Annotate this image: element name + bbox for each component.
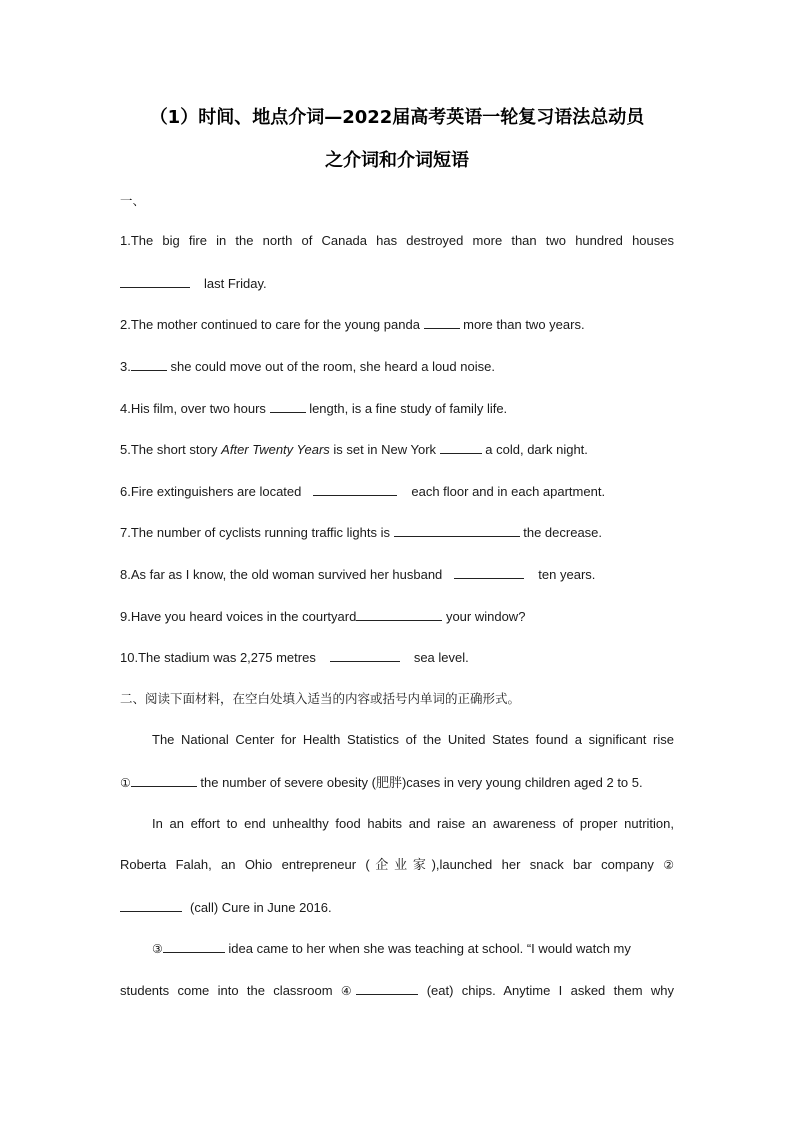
passage-blank-4[interactable]: [356, 981, 418, 995]
question-1-line-1: [120, 232, 674, 250]
question-5-blank[interactable]: [440, 440, 482, 454]
question-4-tail: length, is a fine study of family life.: [309, 401, 508, 416]
question-10-blank[interactable]: [330, 648, 400, 662]
passage-paragraph-2-line-1: [152, 815, 674, 833]
passage-paragraph-1-line-2: [120, 773, 674, 792]
question-10-tail: sea level.: [413, 650, 469, 665]
question-9-tail: your window?: [445, 609, 526, 624]
question-7-tail: the decrease.: [523, 525, 603, 540]
question-7-text: 7.The number of cyclists running traffic lights is: [120, 525, 390, 540]
question-6-text: 6.Fire extinguishers are located: [120, 484, 302, 499]
question-5-tail: a cold, dark night.: [485, 442, 588, 457]
passage-p1-text-1: The National Center for Health Statistics of the United States found a significant rise: [152, 732, 674, 747]
question-5-mid: is set in New York: [333, 442, 437, 457]
passage-p2-text-3: (call) Cure in June 2016.: [190, 900, 332, 915]
question-8-tail: ten years.: [538, 567, 596, 582]
question-8-blank[interactable]: [454, 565, 524, 579]
question-6-blank[interactable]: [313, 482, 397, 496]
document-title-line-2: 之介词和介词短语: [325, 150, 469, 171]
passage-p3-text-2b: (eat) chips. Anytime I asked them why: [426, 983, 674, 998]
question-1-tail: last Friday.: [204, 276, 267, 291]
passage-paragraph-3-line-1: [152, 939, 674, 958]
passage-p3-text-2a: students come into the classroom: [120, 983, 333, 998]
passage-p1-text-2: the number of severe obesity (肥胖)cases in very young children aged 2 to 5.: [200, 775, 643, 790]
blank-number-4: ④: [340, 984, 357, 998]
question-4-text: 4.His film, over two hours: [120, 401, 266, 416]
question-3: [120, 357, 674, 376]
question-8: [120, 565, 674, 584]
question-4: [120, 399, 674, 418]
passage-blank-3[interactable]: [163, 939, 225, 953]
blank-number-2: ②: [663, 858, 674, 872]
document-title-line-1: （1）时间、地点介词—2022届高考英语一轮复习语法总动员: [149, 107, 645, 128]
question-7-blank[interactable]: [394, 523, 520, 537]
question-10: [120, 648, 674, 667]
passage-blank-1[interactable]: [131, 773, 197, 787]
blank-number-1: ①: [120, 776, 131, 790]
question-3-text: she could move out of the room, she heard a loud noise.: [170, 359, 495, 374]
question-2-blank[interactable]: [424, 315, 460, 329]
question-8-text: 8.As far as I know, the old woman survived her husband: [120, 567, 443, 582]
section-1-heading: 一、: [120, 193, 146, 208]
question-9: [120, 607, 674, 626]
passage-paragraph-3-line-2: [120, 981, 674, 1000]
question-1-blank[interactable]: [120, 274, 190, 288]
question-3-number: 3.: [120, 359, 131, 374]
blank-number-3: ③: [152, 942, 163, 956]
passage-p2-text-2: Roberta Falah, an Ohio entrepreneur (企业家),launched her snack bar company: [120, 857, 654, 872]
question-5-text: 5.The short story: [120, 442, 218, 457]
question-5: [120, 440, 674, 459]
question-2: [120, 315, 674, 334]
passage-blank-2[interactable]: [120, 898, 182, 912]
question-6-tail: each floor and in each apartment.: [411, 484, 606, 499]
passage-paragraph-2-line-3: [120, 898, 674, 917]
question-2-text: 2.The mother continued to care for the young panda: [120, 317, 420, 332]
passage-p3-text-1: idea came to her when she was teaching at school. “I would watch my: [228, 941, 631, 956]
question-9-blank[interactable]: [356, 607, 442, 621]
question-4-blank[interactable]: [270, 399, 306, 413]
question-6: [120, 482, 674, 501]
passage-paragraph-2-line-2: [120, 856, 674, 874]
question-1-line-2: [120, 274, 674, 293]
question-9-text: 9.Have you heard voices in the courtyard: [120, 609, 357, 624]
passage-p2-text-1: In an effort to end unhealthy food habits and raise an awareness of proper nutrition,: [152, 816, 674, 831]
passage-paragraph-1-line-1: [152, 731, 674, 749]
question-10-text: 10.The stadium was 2,275 metres: [120, 650, 316, 665]
section-2-heading: 二、阅读下面材料，在空白处填入适当的内容或括号内单词的正确形式。: [120, 691, 521, 706]
question-5-story-title: After Twenty Years: [221, 442, 330, 457]
question-7: [120, 523, 674, 542]
question-3-blank[interactable]: [131, 357, 167, 371]
question-1-text: 1.The big fire in the north of Canada has destroyed more than two hundred houses: [120, 233, 674, 248]
question-2-tail: more than two years.: [463, 317, 585, 332]
